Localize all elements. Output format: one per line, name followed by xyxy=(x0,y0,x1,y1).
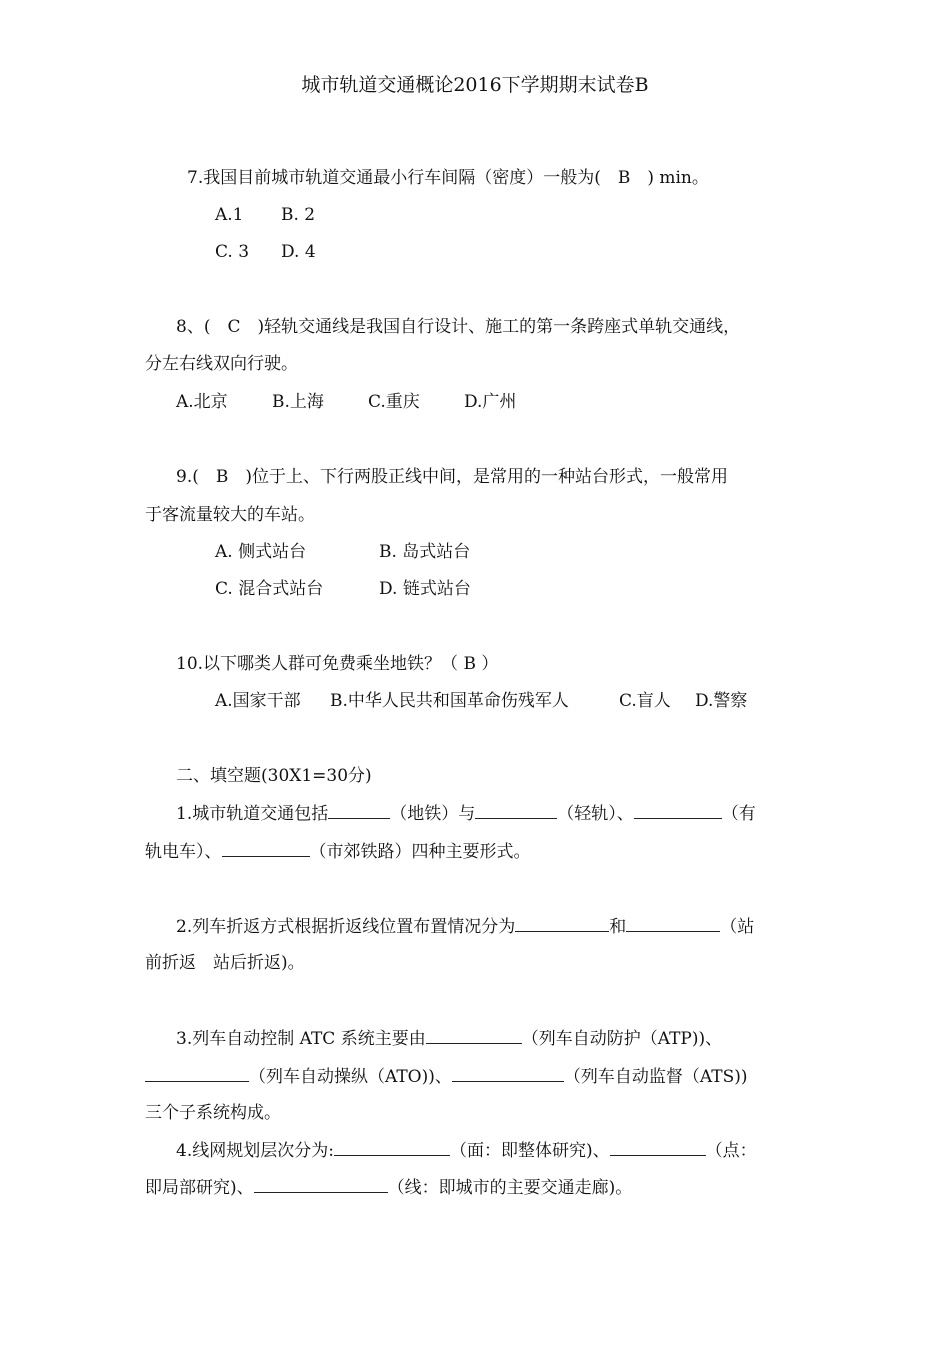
question-8-stem-line2: 分左右线双向行驶。 xyxy=(145,354,298,374)
question-7-option-a: A.1 xyxy=(215,205,244,225)
fill-3-line1 xyxy=(176,1026,722,1051)
fill-2-text-c: （站 xyxy=(720,917,755,937)
fill-1-line1 xyxy=(176,801,756,826)
fill-1-text-d: （有 xyxy=(721,804,756,824)
fill-4-line1 xyxy=(176,1138,757,1163)
fill-4-text-e: （线：即城市的主要交通走廊)。 xyxy=(387,1178,633,1198)
fill-3-blank-2[interactable] xyxy=(145,1064,249,1082)
question-9-option-b: B. 岛式站台 xyxy=(379,542,471,562)
fill-1-line2 xyxy=(145,839,531,864)
question-10-options xyxy=(215,689,747,713)
question-9-stem-line1: 9.( B )位于上、下行两股正线中间，是常用的一种站台形式，一般常用 xyxy=(176,467,728,487)
fill-1-blank-3[interactable] xyxy=(634,801,722,819)
fill-2-line1 xyxy=(176,914,754,939)
question-8-option-a: A.北京 xyxy=(176,392,228,412)
fill-3-line2 xyxy=(145,1064,748,1089)
fill-4-text-a: 4.线网规划层次分为: xyxy=(176,1141,334,1161)
question-7-options-row1 xyxy=(215,203,315,227)
exam-title: 城市轨道交通概论2016下学期期末试卷B xyxy=(301,74,649,96)
question-8-option-d: D.广州 xyxy=(464,392,517,412)
question-8-stem-line1: 8、( C )轻轨交通线是我国自行设计、施工的第一条跨座式单轨交通线， xyxy=(176,317,741,337)
section-2-heading: 二、填空题(30X1=30分) xyxy=(176,766,372,786)
question-7-option-d: D. 4 xyxy=(281,242,316,262)
fill-3-blank-3[interactable] xyxy=(452,1064,564,1082)
question-9-option-a: A. 侧式站台 xyxy=(215,542,307,562)
question-10-option-d: D.警察 xyxy=(695,691,748,711)
fill-4-text-d: 即局部研究)、 xyxy=(145,1178,254,1198)
fill-1-blank-2[interactable] xyxy=(475,801,557,819)
fill-1-blank-1[interactable] xyxy=(328,801,390,819)
fill-4-text-c: （点： xyxy=(705,1141,757,1161)
fill-2-blank-1[interactable] xyxy=(515,914,609,932)
fill-3-line3: 三个子系统构成。 xyxy=(145,1103,281,1123)
question-7-options-row2 xyxy=(215,240,316,264)
fill-1-text-c: （轻轨）、 xyxy=(557,804,634,824)
fill-1-text-b: （地铁）与 xyxy=(390,804,476,824)
fill-3-text-c: （列车自动操纵（ATO))、 xyxy=(249,1067,452,1087)
question-8-option-c: C.重庆 xyxy=(368,392,420,412)
fill-3-text-d: （列车自动监督（ATS)) xyxy=(563,1067,748,1087)
question-10-option-a: A.国家干部 xyxy=(215,691,301,711)
fill-4-text-b: （面：即整体研究)、 xyxy=(449,1141,610,1161)
fill-3-text-b: （列车自动防护（ATP))、 xyxy=(521,1029,723,1049)
question-9-options-row2 xyxy=(215,577,471,601)
fill-4-line2 xyxy=(145,1175,632,1200)
fill-2-blank-2[interactable] xyxy=(626,914,720,932)
fill-4-blank-1[interactable] xyxy=(334,1138,450,1156)
fill-1-text-a: 1.城市轨道交通包括 xyxy=(176,804,329,824)
fill-1-text-e: 轨电车）、 xyxy=(145,842,222,862)
fill-2-line2: 前折返 站后折返)。 xyxy=(145,953,305,973)
question-7-option-c: C. 3 xyxy=(215,242,250,262)
question-7-stem: 7.我国目前城市轨道交通最小行车间隔（密度）一般为( B ) min。 xyxy=(187,168,709,188)
fill-3-blank-1[interactable] xyxy=(426,1026,522,1044)
question-9-option-d: D. 链式站台 xyxy=(379,579,471,599)
fill-4-blank-2[interactable] xyxy=(610,1138,706,1156)
fill-3-text-a: 3.列车自动控制 ATC 系统主要由 xyxy=(176,1029,426,1049)
question-10-stem: 10.以下哪类人群可免费乘坐地铁？（ B ） xyxy=(176,654,499,674)
fill-1-text-f: （市郊铁路）四种主要形式。 xyxy=(309,842,531,862)
fill-1-blank-4[interactable] xyxy=(222,839,310,857)
question-8-options xyxy=(176,390,516,414)
fill-2-text-b: 和 xyxy=(609,917,627,937)
question-7-option-b: B. 2 xyxy=(281,205,316,225)
question-10-option-c: C.盲人 xyxy=(619,691,671,711)
fill-2-text-a: 2.列车折返方式根据折返线位置布置情况分为 xyxy=(176,917,516,937)
question-8-option-b: B.上海 xyxy=(272,392,324,412)
question-9-option-c: C. 混合式站台 xyxy=(215,579,324,599)
fill-4-blank-3[interactable] xyxy=(254,1175,388,1193)
question-10-option-b: B.中华人民共和国革命伤残军人 xyxy=(330,691,569,711)
question-9-stem-line2: 于客流量较大的车站。 xyxy=(145,505,315,525)
question-9-options-row1 xyxy=(215,540,470,564)
